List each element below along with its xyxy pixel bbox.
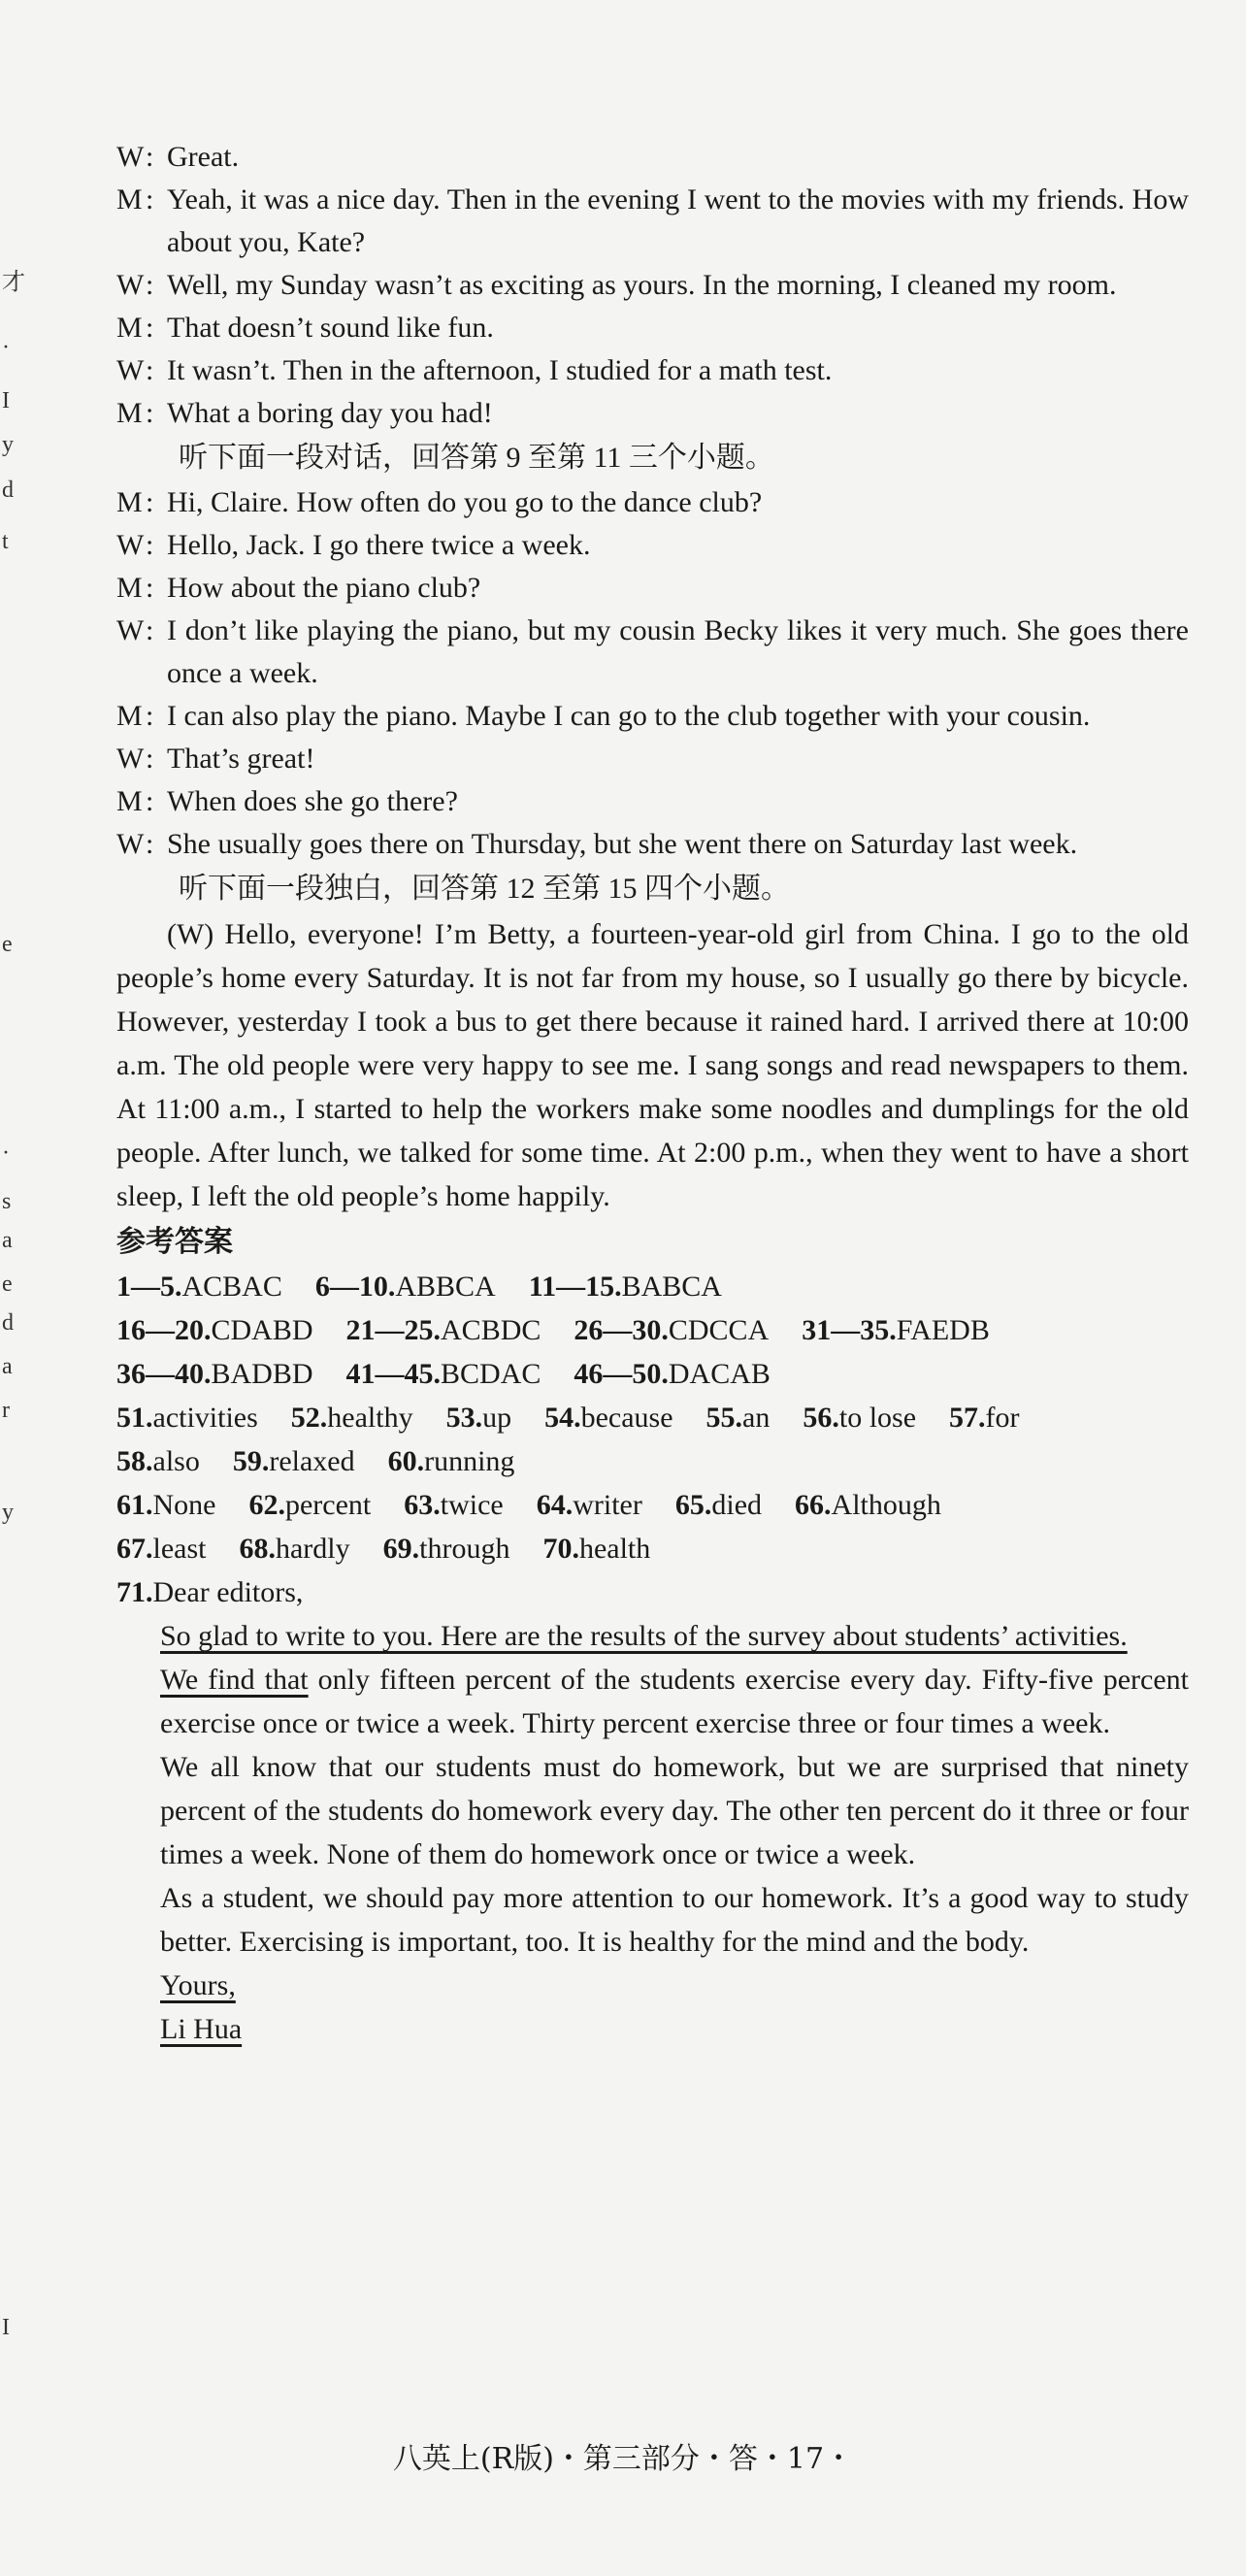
answer-number: 54.: [544, 1402, 581, 1434]
answer-value: hardly: [275, 1533, 350, 1565]
edge-fragment: e: [2, 932, 13, 957]
answer-number: 1—5.: [116, 1271, 182, 1303]
answer-item: [116, 1445, 200, 1477]
answer-row: [116, 1352, 1189, 1396]
answer-item: [239, 1533, 349, 1565]
answer-item: [404, 1489, 503, 1521]
monologue-paragraph: (W) Hello, everyone! I’m Betty, a fourteen-year-old girl from China. I go to the old people’s home every Saturday. It is not far from my house, so I usually go there by bicycle. However, yesterday I took a bus to get there because it rained hard. I arrived there at 10:00 a.m. The old people were very happy to see me. I sang songs and read newspapers to them. At 11:00 a.m., I started to help the workers make some noodles and dumplings for the old people. After lunch, we talked for some time. At 2:00 p.m., when they went to have a short sleep, I left the old people’s home happily.: [116, 918, 1189, 1212]
answer-number: 64.: [536, 1489, 574, 1521]
dialogue-section-2: [116, 481, 1189, 866]
answer-item: [248, 1489, 371, 1521]
answer-item: [383, 1533, 510, 1565]
answer-value: to lose: [838, 1402, 917, 1434]
answer-value: DACAB: [668, 1358, 771, 1390]
answer-value: ABBCA: [395, 1271, 496, 1303]
answer-value: through: [419, 1533, 510, 1565]
page-footer: 八英上(R版)・第三部分・答・17・: [392, 2442, 854, 2476]
answer-number: 61.: [116, 1489, 153, 1521]
answer-item: [315, 1271, 496, 1303]
answer-item: [116, 1271, 282, 1303]
answer-number: 68.: [239, 1533, 276, 1565]
dialogue-text: Hi, Claire. How often do you go to the dance club?: [167, 486, 763, 518]
dialogue-text: Hello, Jack. I go there twice a week.: [167, 529, 591, 561]
answer-item: [116, 1489, 215, 1521]
dialogue-line: W : Hello, Jack. I go there twice a week.: [116, 524, 1189, 567]
answer-number: 6—10.: [314, 1271, 396, 1303]
speaker-label: W: [116, 269, 145, 301]
dialogue-line: W : It wasn’t. Then in the afternoon, I studied for a math test.: [116, 349, 1189, 392]
essay-p2-rest: only fifteen percent of the students exercise every day. Fifty-five percent exercise once or twice a week. Thirty percent exercise three or four times a week.: [160, 1664, 1189, 1739]
answer-value: BCDAC: [441, 1358, 541, 1390]
essay-p2-lead: We find that: [160, 1664, 309, 1696]
essay-signature: Li Hua: [160, 2013, 243, 2045]
answer-value: ACBDC: [441, 1314, 541, 1346]
dialogue-line: M : How about the piano club?: [116, 567, 1189, 610]
answer-item: [949, 1402, 1019, 1434]
edge-fragment: s: [2, 1189, 12, 1214]
answer-value: healthy: [327, 1402, 413, 1434]
answer-number: 57.: [949, 1402, 986, 1434]
answer-item: [542, 1533, 650, 1565]
answer-value: relaxed: [269, 1445, 355, 1477]
answer-number: 59.: [232, 1445, 270, 1477]
answer-number: 41—45.: [345, 1358, 442, 1390]
edge-fragment: 才: [2, 270, 25, 295]
answer-number: 62.: [248, 1489, 285, 1521]
speaker-label: W: [116, 141, 145, 173]
edge-fragment: t: [2, 529, 9, 554]
answer-item: [706, 1402, 771, 1434]
answer-item: [116, 1314, 313, 1346]
essay-salutation: Dear editors,: [152, 1576, 304, 1608]
answer-item: [529, 1271, 722, 1303]
instruction-12-15: 听下面一段独白，回答第 12 至第 15 四个小题。: [179, 873, 790, 905]
document-page: [116, 136, 1189, 2051]
dialogue-line: M : I can also play the piano. Maybe I can go to the club together with your cousin.: [116, 695, 1189, 738]
answer-number: 63.: [404, 1489, 441, 1521]
dialogue-text: I don’t like playing the piano, but my cousin Becky likes it very much. She goes there once a week.: [167, 614, 1189, 689]
answer-number: 46—50.: [574, 1358, 669, 1390]
answer-number: 58.: [116, 1445, 153, 1477]
answer-row: [116, 1396, 1189, 1439]
speaker-label: W: [116, 743, 145, 775]
answer-number: 60.: [387, 1445, 425, 1477]
answer-number: 52.: [290, 1402, 328, 1434]
answer-number: 67.: [116, 1533, 153, 1565]
dialogue-text: She usually goes there on Thursday, but she went there on Saturday last week.: [167, 828, 1078, 860]
answer-key: [116, 1265, 1189, 1570]
answer-item: [346, 1314, 541, 1346]
answer-row: [116, 1483, 1189, 1527]
answer-item: [802, 1314, 990, 1346]
answer-value: ACBAC: [181, 1271, 282, 1303]
answer-value: percent: [284, 1489, 372, 1521]
dialogue-text: I can also play the piano. Maybe I can go to the club together with your cousin.: [167, 700, 1091, 732]
answer-number: 36—40.: [116, 1358, 212, 1390]
dialogue-text: Yeah, it was a nice day. Then in the evening I went to the movies with my friends. How about you, Kate?: [167, 183, 1189, 258]
answer-value: health: [578, 1533, 651, 1565]
answer-value: BABCA: [621, 1271, 722, 1303]
answer-number: 65.: [674, 1489, 712, 1521]
answer-number: 55.: [705, 1402, 743, 1434]
dialogue-text: Great.: [167, 141, 240, 173]
answer-value: also: [152, 1445, 200, 1477]
edge-fragment: d: [2, 478, 14, 503]
edge-fragment: a: [2, 1354, 13, 1379]
answer-item: [795, 1489, 941, 1521]
answer-number: 66.: [795, 1489, 832, 1521]
answer-number: 53.: [445, 1402, 483, 1434]
answer-value: twice: [440, 1489, 504, 1521]
answer-number: 16—20.: [116, 1314, 212, 1346]
answer-item: [446, 1402, 512, 1434]
edge-fragment: a: [2, 1228, 13, 1253]
answer-number: 51.: [116, 1402, 153, 1434]
edge-fragment: y: [2, 432, 14, 457]
dialogue-section-1: [116, 136, 1189, 435]
dialogue-line: W : She usually goes there on Thursday, but she went there on Saturday last week.: [116, 823, 1189, 866]
answer-row: [116, 1439, 1189, 1483]
dialogue-line: W : Well, my Sunday wasn’t as exciting as yours. In the morning, I cleaned my room.: [116, 264, 1189, 307]
answer-value: writer: [573, 1489, 642, 1521]
answer-value: Although: [831, 1489, 941, 1521]
answer-value: because: [580, 1402, 673, 1434]
answer-item: [116, 1533, 206, 1565]
dialogue-line: M : Hi, Claire. How often do you go to the dance club?: [116, 481, 1189, 524]
answers-heading: 参考答案: [116, 1225, 233, 1259]
answer-row: [116, 1308, 1189, 1352]
dialogue-text: How about the piano club?: [167, 572, 481, 604]
speaker-label: M: [116, 183, 143, 215]
answer-number: 31—35.: [802, 1314, 897, 1346]
edge-fragment: ·: [2, 1140, 10, 1166]
answer-number: 11—15.: [528, 1271, 622, 1303]
answer-item: [116, 1402, 258, 1434]
dialogue-line: W : That’s great!: [116, 738, 1189, 780]
speaker-label: W: [116, 828, 145, 860]
essay-paragraph-4: As a student, we should pay more attention to our homework. It’s a good way to study better. Exercising is important, too. It is healthy for the mind and the body.: [160, 1882, 1189, 1958]
dialogue-line: M : That doesn’t sound like fun.: [116, 307, 1189, 349]
dialogue-text: It wasn’t. Then in the afternoon, I studied for a math test.: [167, 354, 833, 386]
answer-item: [537, 1489, 642, 1521]
answer-item: [388, 1445, 515, 1477]
answer-item: [803, 1402, 916, 1434]
speaker-label: M: [116, 312, 143, 344]
essay-paragraph-3: We all know that our students must do homework, but we are surprised that ninety percent of the students do homework every day. The other ten percent do it three or four times a week. None of them do homework once or twice a week.: [160, 1751, 1189, 1870]
answer-value: CDABD: [211, 1314, 313, 1346]
dialogue-text: When does she go there?: [167, 785, 458, 817]
essay-body: [116, 1614, 1189, 2051]
answer-number: 70.: [542, 1533, 579, 1565]
essay-number-row: [116, 1570, 1189, 1614]
essay-closing: Yours,: [160, 1969, 236, 2001]
dialogue-line: M : Yeah, it was a nice day. Then in the evening I went to the movies with my friends. How about you, Kate?: [116, 179, 1189, 264]
answer-item: [574, 1314, 769, 1346]
speaker-label: M: [116, 397, 143, 429]
dialogue-line: M : When does she go there?: [116, 780, 1189, 823]
edge-fragment: I: [2, 388, 10, 413]
edge-fragment: y: [2, 1500, 14, 1525]
answer-number: 56.: [803, 1402, 839, 1434]
answer-item: [346, 1358, 541, 1390]
dialogue-line: M : What a boring day you had!: [116, 392, 1189, 435]
edge-fragment: d: [2, 1310, 14, 1336]
answer-value: an: [742, 1402, 771, 1434]
edge-fragment: ·: [2, 335, 10, 360]
answer-value: least: [152, 1533, 207, 1565]
speaker-label: W: [116, 354, 145, 386]
answer-value: for: [985, 1402, 1020, 1434]
answer-value: died: [711, 1489, 763, 1521]
instruction-9-11: 听下面一段对话，回答第 9 至第 11 三个小题。: [179, 442, 774, 474]
answer-item: [116, 1358, 313, 1390]
answer-value: FAEDB: [896, 1314, 990, 1346]
answer-value: activities: [152, 1402, 258, 1434]
answer-value: None: [152, 1489, 216, 1521]
dialogue-text: That doesn’t sound like fun.: [167, 312, 494, 344]
answer-item: [544, 1402, 672, 1434]
answer-value: running: [424, 1445, 515, 1477]
answer-item: [574, 1358, 771, 1390]
answer-number: 26—30.: [574, 1314, 669, 1346]
edge-fragment: r: [2, 1398, 10, 1423]
speaker-label: M: [116, 572, 143, 604]
essay-number: 71.: [116, 1576, 153, 1608]
dialogue-line: W : Great.: [116, 136, 1189, 179]
dialogue-text: Well, my Sunday wasn’t as exciting as yours. In the morning, I cleaned my room.: [167, 269, 1117, 301]
answer-item: [675, 1489, 762, 1521]
edge-fragment: e: [2, 1271, 13, 1297]
essay-paragraph-1: So glad to write to you. Here are the results of the survey about students’ activities.: [160, 1620, 1128, 1652]
edge-fragment: I: [2, 2315, 10, 2340]
speaker-label: W: [116, 614, 145, 646]
answer-value: BADBD: [211, 1358, 313, 1390]
speaker-label: M: [116, 700, 143, 732]
answer-item: [291, 1402, 413, 1434]
answer-item: [233, 1445, 355, 1477]
speaker-label: W: [116, 529, 145, 561]
answer-row: [116, 1265, 1189, 1308]
answer-row: [116, 1527, 1189, 1570]
answer-number: 69.: [382, 1533, 420, 1565]
answer-number: 21—25.: [345, 1314, 442, 1346]
dialogue-text: That’s great!: [167, 743, 315, 775]
answer-value: up: [482, 1402, 512, 1434]
speaker-label: M: [116, 486, 143, 518]
speaker-label: M: [116, 785, 143, 817]
dialogue-text: What a boring day you had!: [167, 397, 493, 429]
dialogue-line: W : I don’t like playing the piano, but my cousin Becky likes it very much. She goes there once a week.: [116, 610, 1189, 695]
answer-value: CDCCA: [668, 1314, 770, 1346]
